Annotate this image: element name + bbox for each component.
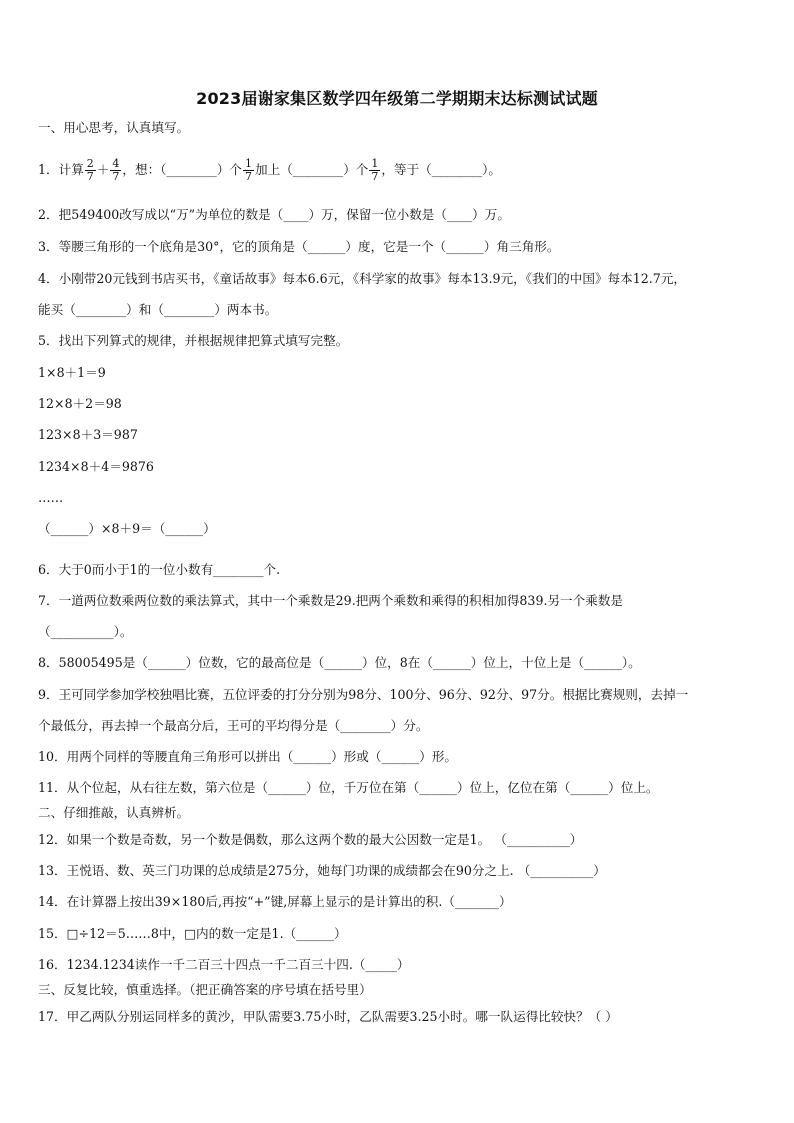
question-9-line-1: 9．王可同学参加学校独唱比赛，五位评委的打分分别为98分、100分、96分、92分、97分。根据比赛规则，去掉一: [38, 687, 689, 702]
question-13: 13．王悦语、数、英三门功课的总成绩是275分，她每门功课的成绩都会在90分之上. （__________）: [38, 863, 606, 878]
question-10: 10．用两个同样的等腰直角三角形可以拼出（______）形或（______）形。: [38, 749, 458, 764]
section-heading-3: 三、反复比较，慎重选择。（把正确答案的序号填在括号里）: [38, 982, 372, 997]
q1-plus: ＋: [96, 162, 110, 177]
q1-text-d: ，等于（________）。: [381, 162, 502, 177]
question-4-line-2: 能买（________）和（________）两本书。: [38, 302, 278, 317]
equation-4: 1234×8＋4＝9876: [38, 459, 154, 474]
question-8: 8．58005495是（______）位数，它的最高位是（______）位，8在（______）位上，十位上是（______）。: [38, 655, 641, 670]
question-1: [38, 153, 501, 187]
equation-ellipsis: ……: [38, 490, 64, 505]
fraction-1-7-a: $\frac{1}{7}$: [245, 157, 253, 183]
equation-blank: （______）×8＋9＝（______）: [38, 521, 216, 536]
section-heading-2: 二、仔细推敲，认真辨析。: [38, 805, 190, 820]
question-15: 15．□÷12＝5……8中，□内的数一定是1.（______）: [38, 926, 347, 941]
question-7-line-2: （__________）。: [38, 624, 133, 639]
question-5: 5．找出下列算式的规律，并根据规律把算式填写完整。: [38, 333, 349, 348]
question-2: 2．把549400改写成以“万”为单位的数是（____）万，保留一位小数是（____）万。: [38, 207, 510, 222]
question-3: 3．等腰三角形的一个底角是30°，它的顶角是（______）度，它是一个（______）角三角形。: [38, 239, 560, 254]
q1-text-c: 加上（________）个: [255, 162, 369, 177]
section-heading-1: 一、用心思考，认真填写。: [38, 120, 190, 135]
q1-text-b: ，想：（________）个: [122, 162, 243, 177]
question-4-line-1: 4．小刚带20元钱到书店买书，《童话故事》每本6.6元，《科学家的故事》每本13.9元，《我们的中国》每本12.7元，: [38, 271, 686, 286]
fraction-4-7: $\frac{4}{7}$: [112, 157, 120, 183]
page-title: 2023届谢家集区数学四年级第二学期期末达标测试试题: [196, 89, 598, 108]
fraction-2-7: $\frac{2}{7}$: [86, 157, 94, 183]
equation-3: 123×8＋3＝987: [38, 427, 138, 442]
question-9-line-2: 个最低分，再去掉一个最高分后，王可的平均得分是（________）分。: [38, 718, 429, 733]
q1-text-a: 1．计算: [38, 162, 84, 177]
fraction-1-7-b: $\frac{1}{7}$: [371, 157, 379, 183]
question-7-line-1: 7．一道两位数乘两位数的乘法算式，其中一个乘数是29.把两个乘数和乘得的积相加得839.另一个乘数是: [38, 593, 624, 608]
question-16: 16．1234.1234读作一千二百三十四点一千二百三十四.（_____）: [38, 957, 410, 972]
question-14: 14．在计算器上按出39×180后,再按“+”键,屏幕上显示的是计算出的积.（_______）: [38, 894, 512, 909]
equation-1: 1×8＋1＝9: [38, 365, 106, 380]
equation-2: 12×8＋2＝98: [38, 396, 122, 411]
question-12: 12．如果一个数是奇数，另一个数是偶数，那么这两个数的最大公因数一定是1。 （__________）: [38, 832, 583, 847]
question-11: 11．从个位起，从右往左数，第六位是（______）位，千万位在第（______）位上，亿位在第（______）位上。: [38, 780, 659, 795]
question-6: 6．大于0而小于1的一位小数有________个.: [38, 562, 281, 577]
question-17: 17．甲乙两队分别运同样多的黄沙，甲队需要3.75小时，乙队需要3.25小时。哪一队运得比较快？（ ）: [38, 1009, 618, 1024]
